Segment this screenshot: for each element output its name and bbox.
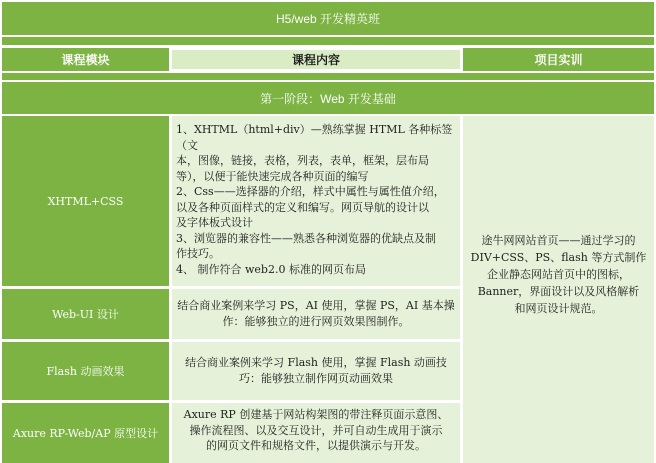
project-line: DIV+CSS、PS、flash 等方式制作: [470, 251, 647, 264]
content-cell: [172, 289, 460, 339]
module-name: XHTML+CSS: [47, 194, 124, 208]
content-line: 作技巧。: [176, 247, 220, 260]
content-line: 及字体板式设计: [176, 216, 253, 229]
content-line: Axure RP 创建基于网站构架图的带注释页面示意图、: [183, 408, 449, 421]
content-line: 结合商业案例来学习 PS，AI 使用，掌握 PS，AI 基本操: [177, 299, 455, 312]
content-line: 操作流程图、以及交互设计，并可自动生成用于演示: [189, 423, 443, 437]
header-project: 项目实训: [463, 48, 654, 71]
divider-bar: [2, 73, 654, 80]
divider-bar: [2, 37, 654, 45]
module-cell: [2, 403, 169, 463]
content-line: 4、 制作符合 web2.0 标准的网页布局: [176, 262, 366, 276]
stage-title-text: 第一阶段：Web 开发基础: [260, 91, 396, 106]
content-line: 3、浏览器的兼容性——熟悉各种浏览器的优缺点及制: [176, 231, 436, 245]
content-line: 巧：能够独立制作网页动画效果: [239, 371, 393, 385]
content-line: 1、XHTML（html+div）—熟练掌握 HTML 各种标签（文: [176, 123, 453, 152]
project-line: 企业静态网站首页中的图标，: [487, 268, 630, 281]
module-name: Web-UI 设计: [52, 308, 119, 321]
course-title-text: H5/web 开发精英班: [275, 12, 381, 26]
module-name: Axure RP-Web/AP 原型设计: [12, 427, 159, 440]
project-line: 和网页设计规范。: [514, 302, 603, 315]
content-line: 的网页文件和规格文件，以提供演示与开发。: [206, 439, 426, 452]
project-line: 途牛网网站首页——通过学习的: [481, 234, 636, 247]
header-module: 课程模块: [2, 48, 169, 71]
content-cell: [172, 116, 460, 286]
module-cell: [2, 116, 169, 286]
stage-title: [2, 82, 654, 114]
content-cell: [172, 342, 460, 400]
content-cell: [172, 403, 460, 463]
content-line: 结合商业案例来学习 Flash 使用，掌握 Flash 动画技: [185, 356, 447, 369]
module-name: Flash 动画效果: [46, 365, 125, 378]
header-content: 课程内容: [170, 48, 462, 71]
course-title: [2, 2, 654, 35]
module-cell: [2, 289, 169, 339]
project-description: [471, 232, 647, 317]
content-line: 本，图像，链接，表格，列表，表单，框架，层布局: [176, 154, 429, 167]
content-line: 作：能够独立的进行网页效果图制作。: [222, 314, 410, 328]
project-line: Banner，界面设计以及风格解析: [477, 285, 640, 298]
module-cell: [2, 342, 169, 400]
project-cell: [463, 116, 654, 463]
content-line: 等），以便于能快速完成各种页面的编写: [176, 169, 369, 183]
content-line: 2、Css——选择器的介绍，样式中属性与属性值介绍，: [176, 185, 445, 198]
content-line: 以及各种页面样式的定义和编写。网页导航的设计以: [176, 200, 429, 214]
